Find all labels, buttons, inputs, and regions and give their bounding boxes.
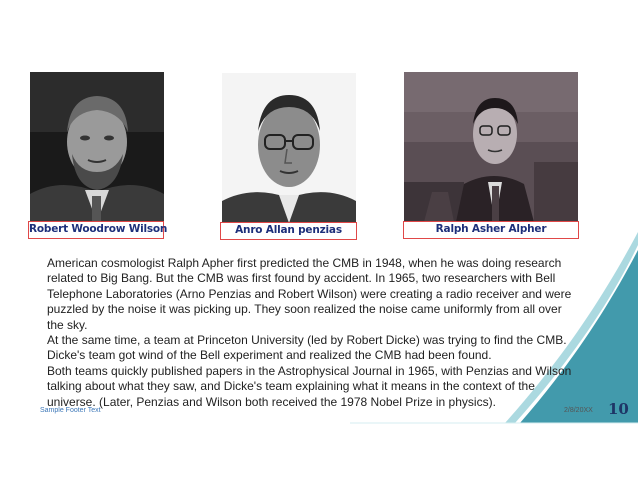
paragraph-3: Both teams quickly published papers in the Astrophysical Journal in 1965, with Penzias and Wilson talking about what they saw, and Dicke's team explaining what it means in the context of the universe. (Later, Penzias and Wilson both received the 1978 Nobel Prize in physics). <box>47 363 572 409</box>
paragraph-1: American cosmologist Ralph Apher first predicted the CMB in 1948, when he was doing research related to Big Bang. But the CMB was first found by accident. In 1965, two researchers with Bell Telephone Laboratories (Arno Penzias and Robert Wilson) were creating a radio receiver and were puzzled by the noise it was picking up. They soon realized the noise came uniformly from all over the sky. <box>47 256 572 332</box>
photo-robert-wilson <box>30 72 164 222</box>
caption-robert-wilson: Robert Woodrow Wilson <box>28 221 164 239</box>
page-number: 10 <box>608 400 629 418</box>
caption-ralph-alpher: Ralph Asher Alpher <box>403 221 579 239</box>
footer-text: Sample Footer Text <box>40 407 101 414</box>
photo-arno-penzias <box>222 73 356 223</box>
photo-ralph-alpher <box>404 72 578 222</box>
paragraph-2: At the same time, a team at Princeton University (led by Robert Dicke) was trying to find the CMB. Dicke's team got wind of the Bell experiment and realized the CMB had been found. <box>47 333 567 363</box>
body-text <box>47 256 577 410</box>
date: 2/8/20XX <box>564 407 593 414</box>
caption-arno-penzias: Anro Allan penzias <box>220 222 357 240</box>
